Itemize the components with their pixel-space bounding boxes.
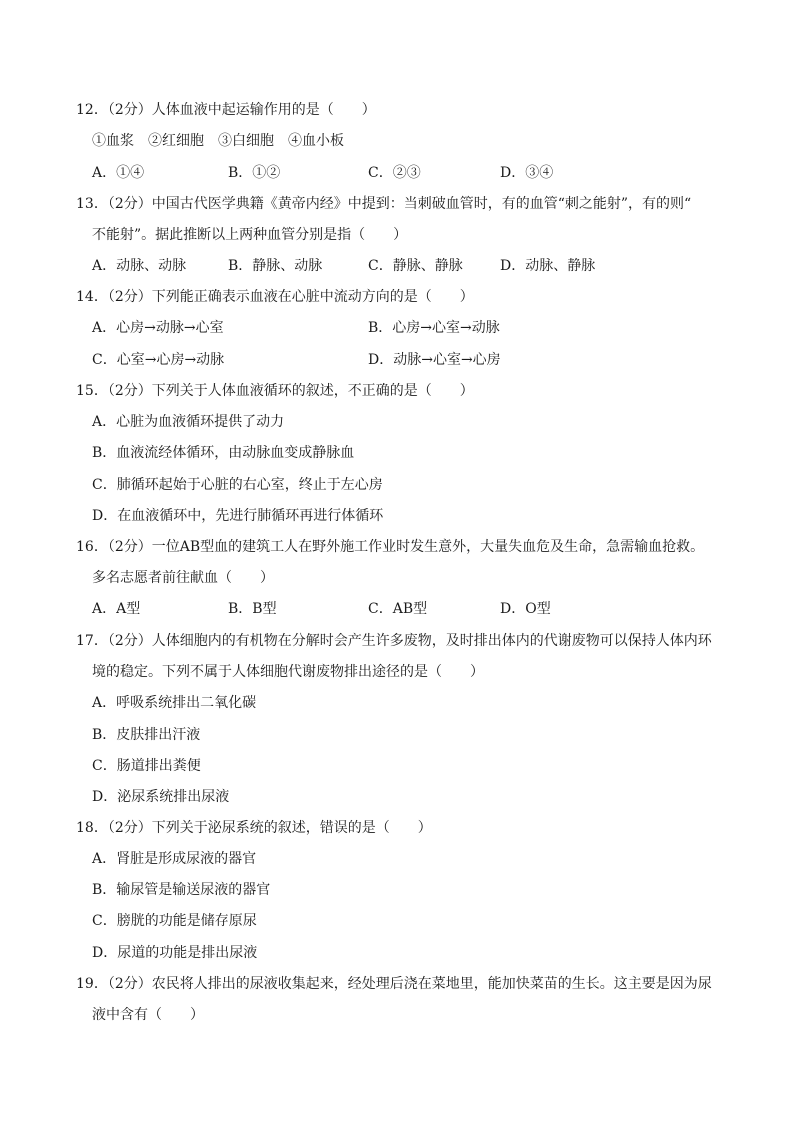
question-stem: 17．（2分）人体细胞内的有机物在分解时会产生许多废物，及时排出体内的代谢废物可以保持人体内环 [76,633,712,649]
option-d: D．泌尿系统排出尿液 [92,789,230,805]
option-c: C．肠道排出粪便 [92,758,201,774]
option-a: A．肾脏是形成尿液的器官 [92,851,257,867]
option-d: D．动脉→心室→心房 [368,352,501,368]
option-c: C．静脉、静脉 [368,258,463,274]
option-a: A．①④ [92,165,145,181]
option-b: B．静脉、动脉 [228,258,323,274]
option-a: A．心脏为血液循环提供了动力 [92,414,285,430]
option-a: A．动脉、动脉 [92,258,187,274]
option-a: A．心房→动脉→心室 [92,320,224,336]
question-stem: 18．（2分）下列关于泌尿系统的叙述，错误的是（ ） [76,820,432,836]
question-stem: 12．（2分）人体血液中起运输作用的是（ ） [76,102,376,118]
option-c: C．②③ [368,165,421,181]
option-d: D．③④ [500,165,554,181]
question-stem: 16．（2分）一位AB型血的建筑工人在野外施工作业时发生意外，大量失血危及生命，急需输血抢救。 [76,539,705,555]
option-a: A．A型 [92,601,141,617]
question-stem: 19．（2分）农民将人排出的尿液收集起来，经处理后浇在菜地里，能加快菜苗的生长。这主要是因为尿 [76,976,712,992]
option-b: B．皮肤排出汗液 [92,727,201,743]
option-b: B．心房→心室→动脉 [368,320,500,336]
option-d: D．尿道的功能是排出尿液 [92,945,258,961]
option-a: A．呼吸系统排出二氧化碳 [92,695,257,711]
question-stem: 14．（2分）下列能正确表示血液在心脏中流动方向的是（ ） [76,289,474,305]
question-stem: 15．（2分）下列关于人体血液循环的叙述，不正确的是（ ） [76,383,474,399]
option-d: D．动脉、静脉 [500,258,596,274]
question-stem: 13．（2分）中国古代医学典籍《黄帝内经》中提到：当刺破血管时，有的血管“刺之能射”，有的则“ [76,196,692,212]
option-d: D．O型 [500,601,551,617]
option-b: B．①② [228,165,281,181]
question-statements: ①血浆 ②红细胞 ③白细胞 ④血小板 [92,133,344,149]
option-b: B．输尿管是输送尿液的器官 [92,882,271,898]
option-c: C．膀胱的功能是储存原尿 [92,913,257,929]
question-stem-continued: 多名志愿者前往献血（ ） [92,570,274,586]
option-d: D．在血液循环中，先进行肺循环再进行体循环 [92,508,384,524]
option-c: C．肺循环起始于心脏的右心室，终止于左心房 [92,477,383,493]
option-c: C．AB型 [368,601,428,617]
question-stem-continued: 不能射”。据此推断以上两种血管分别是指（ ） [92,227,408,243]
option-b: B．血液流经体循环，由动脉血变成静脉血 [92,445,355,461]
option-b: B．B型 [228,601,277,617]
question-stem-continued: 液中含有（ ） [92,1007,204,1023]
option-c: C．心室→心房→动脉 [92,352,225,368]
question-stem-continued: 境的稳定。下列不属于人体细胞代谢废物排出途径的是（ ） [92,664,484,680]
